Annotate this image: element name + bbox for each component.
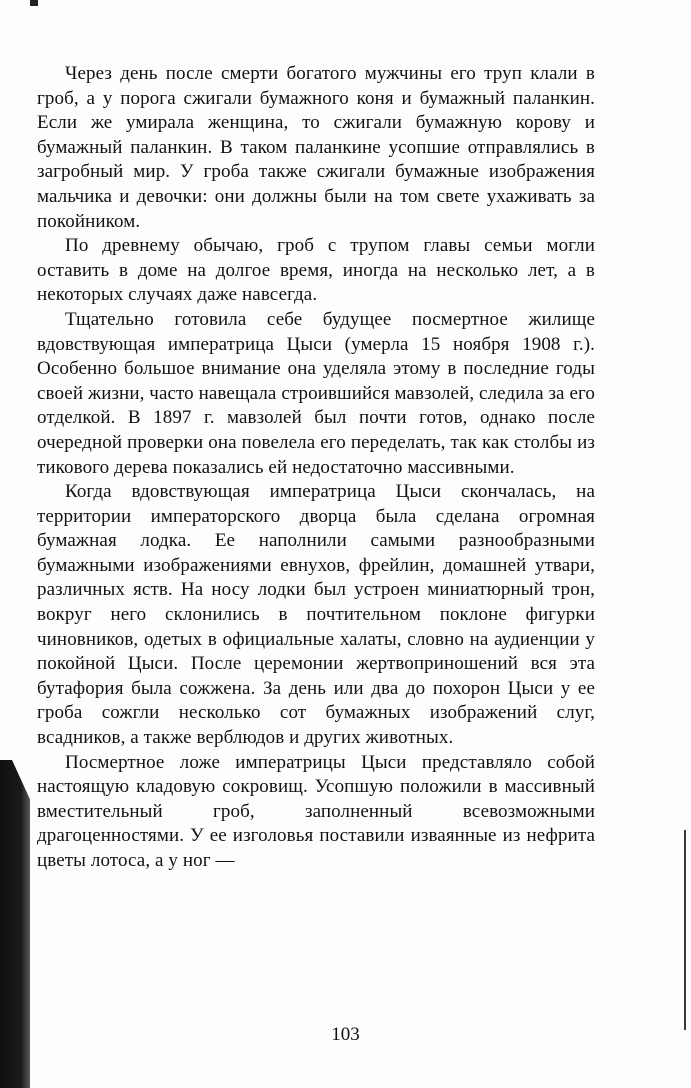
scan-artifact-right (684, 830, 686, 1030)
scan-artifact-top (30, 0, 38, 6)
paragraph: Тщательно готовила себе будущее посмертное жилище вдовствующая императрица Цыси (умерла 15 ноября 1908 г.). Особенно большое внимание она уделяла этому в последние годы своей жизни, часто навещала строившийся мавзолей, следила за его отделкой. В 1897 г. мавзолей был почти готов, однако после очередной проверки она повелела его переделать, так как столбы из тикового дерева показались ей недостаточно массивными. (37, 308, 595, 478)
body-text (37, 62, 595, 874)
page-number: 103 (331, 1024, 360, 1045)
paragraph: Когда вдовствующая императрица Цыси скончалась, на территории императорского дворца была сделана огромная бумажная лодка. Ее наполнили самыми разнообразными бумажными изображениями евнухов, фрейлин, домашней утвари, различных яств. На носу лодки был устроен миниатюрный трон, вокруг него склонились в почтительном поклоне фигурки чиновников, одетых в официальные халаты, словно на аудиенции у покойной Цыси. После церемонии жертвоприношений вся эта бутафория была сожжена. За день или два до похорон Цыси у ее гроба сожгли несколько сот бумажных изображений слуг, всадников, а также верблюдов и других животных. (37, 481, 595, 749)
paragraph: По древнему обычаю, гроб с трупом главы семьи могли оставить в доме на долгое время, иногда на несколько лет, а в некоторых случаях даже навсегда. (37, 235, 595, 306)
paragraph: Посмертное ложе императрицы Цыси представляло собой настоящую кладовую сокровищ. Усопшую положили в массивный вместительный гроб, заполненный всевозможными драгоценностями. У ее изголовья поставили изваянные из нефрита цветы лотоса, а у ног — (37, 751, 595, 871)
paragraph: Через день после смерти богатого мужчины его труп клали в гроб, а у порога сжигали бумажного коня и бумажный паланкин. Если же умирала женщина, то сжигали бумажную корову и бумажный паланкин. В таком паланкине усопшие отправлялись в загробный мир. У гроба также сжигали бумажные изображения мальчика и девочки: они должны были на том свете ухаживать за покойником. (37, 63, 595, 232)
